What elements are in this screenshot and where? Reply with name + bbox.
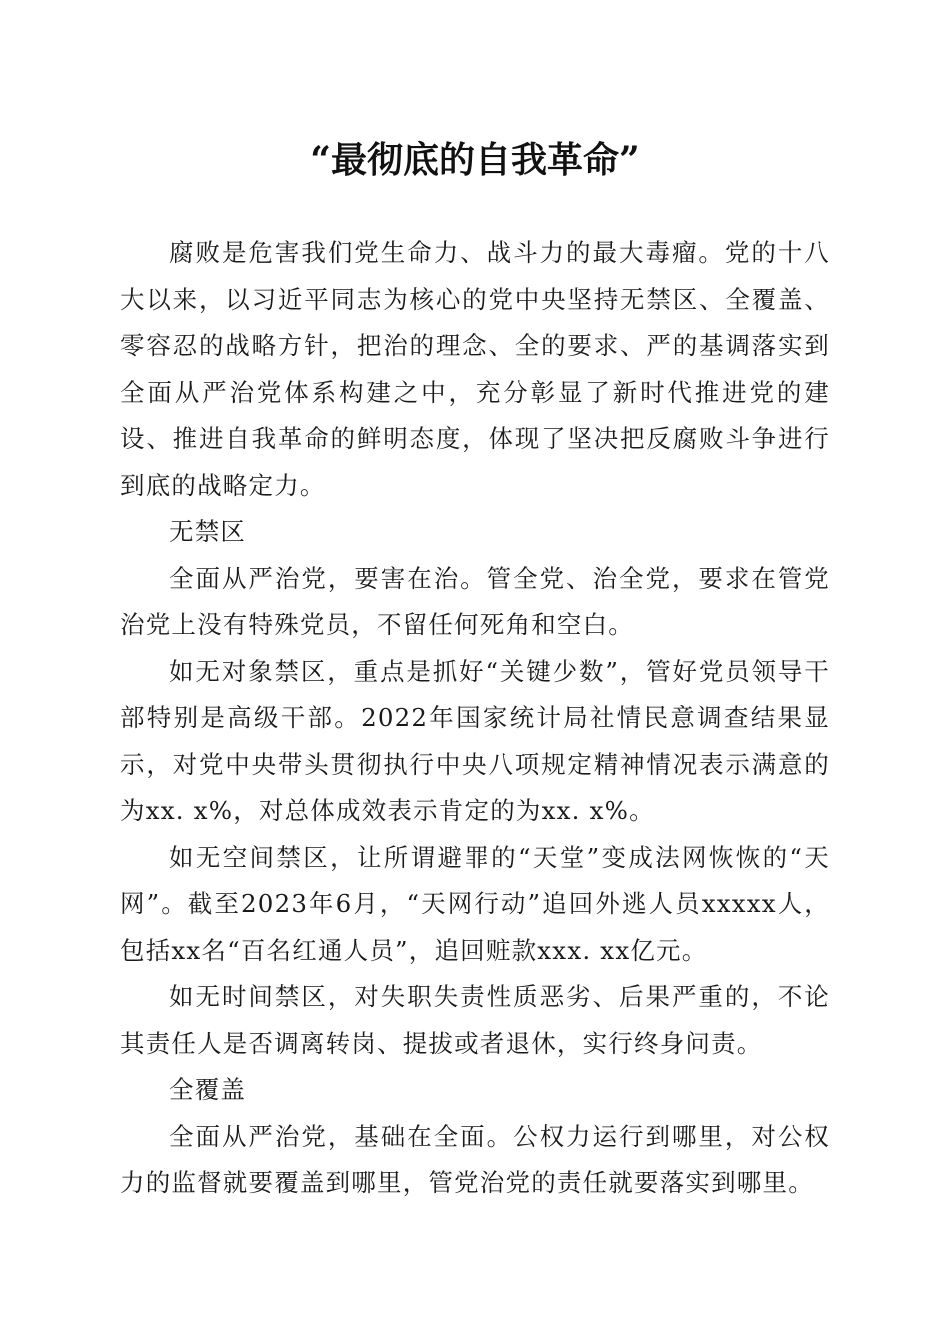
body-paragraph: 全面从严治党，要害在治。管全党、治全党，要求在管党治党上没有特殊党员，不留任何死角和空白。 bbox=[120, 563, 830, 639]
intro-paragraph: 腐败是危害我们党生命力、战斗力的最大毒瘤。党的十八大以来，以习近平同志为核心的党中央坚持无禁区、全覆盖、零容忍的战略方针，把治的理念、全的要求、严的基调落实到全面从严治党体系构建之中，充分彰显了新时代推进党的建设、推进自我革命的鲜明态度，体现了坚决把反腐败斗争进行到底的战略定力。 bbox=[120, 238, 830, 500]
body-paragraph: 全面从严治党，基础在全面。公权力运行到哪里，对公权力的监督就要覆盖到哪里，管党治党的责任就要落实到哪里。 bbox=[120, 1121, 830, 1197]
section-heading-no-forbidden-zone: 无禁区 bbox=[169, 517, 247, 546]
body-paragraph: 如无对象禁区，重点是抓好“关键少数”，管好党员领导干部特别是高级干部。2022年国家统计局社情民意调查结果显示，对党中央带头贯彻执行中央八项规定精神情况表示满意的为xx. x%，对总体成效表示肯定的为xx. x%。 bbox=[120, 656, 830, 825]
section-heading-full-coverage: 全覆盖 bbox=[169, 1075, 247, 1104]
document-title: “最彻底的自我革命” bbox=[310, 139, 640, 181]
body-paragraph: 如无空间禁区，让所谓避罪的“天堂”变成法网恢恢的“天网”。截至2023年6月，“天网行动”追回外逃人员xxxxx人，包括xx名“百名红通人员”，追回赃款xxx. xx亿元。 bbox=[120, 842, 830, 965]
document-body bbox=[120, 230, 830, 1207]
body-paragraph: 如无时间禁区，对失职失责性质恶劣、后果严重的，不论其责任人是否调离转岗、提拔或者退休，实行终身问责。 bbox=[120, 982, 830, 1058]
